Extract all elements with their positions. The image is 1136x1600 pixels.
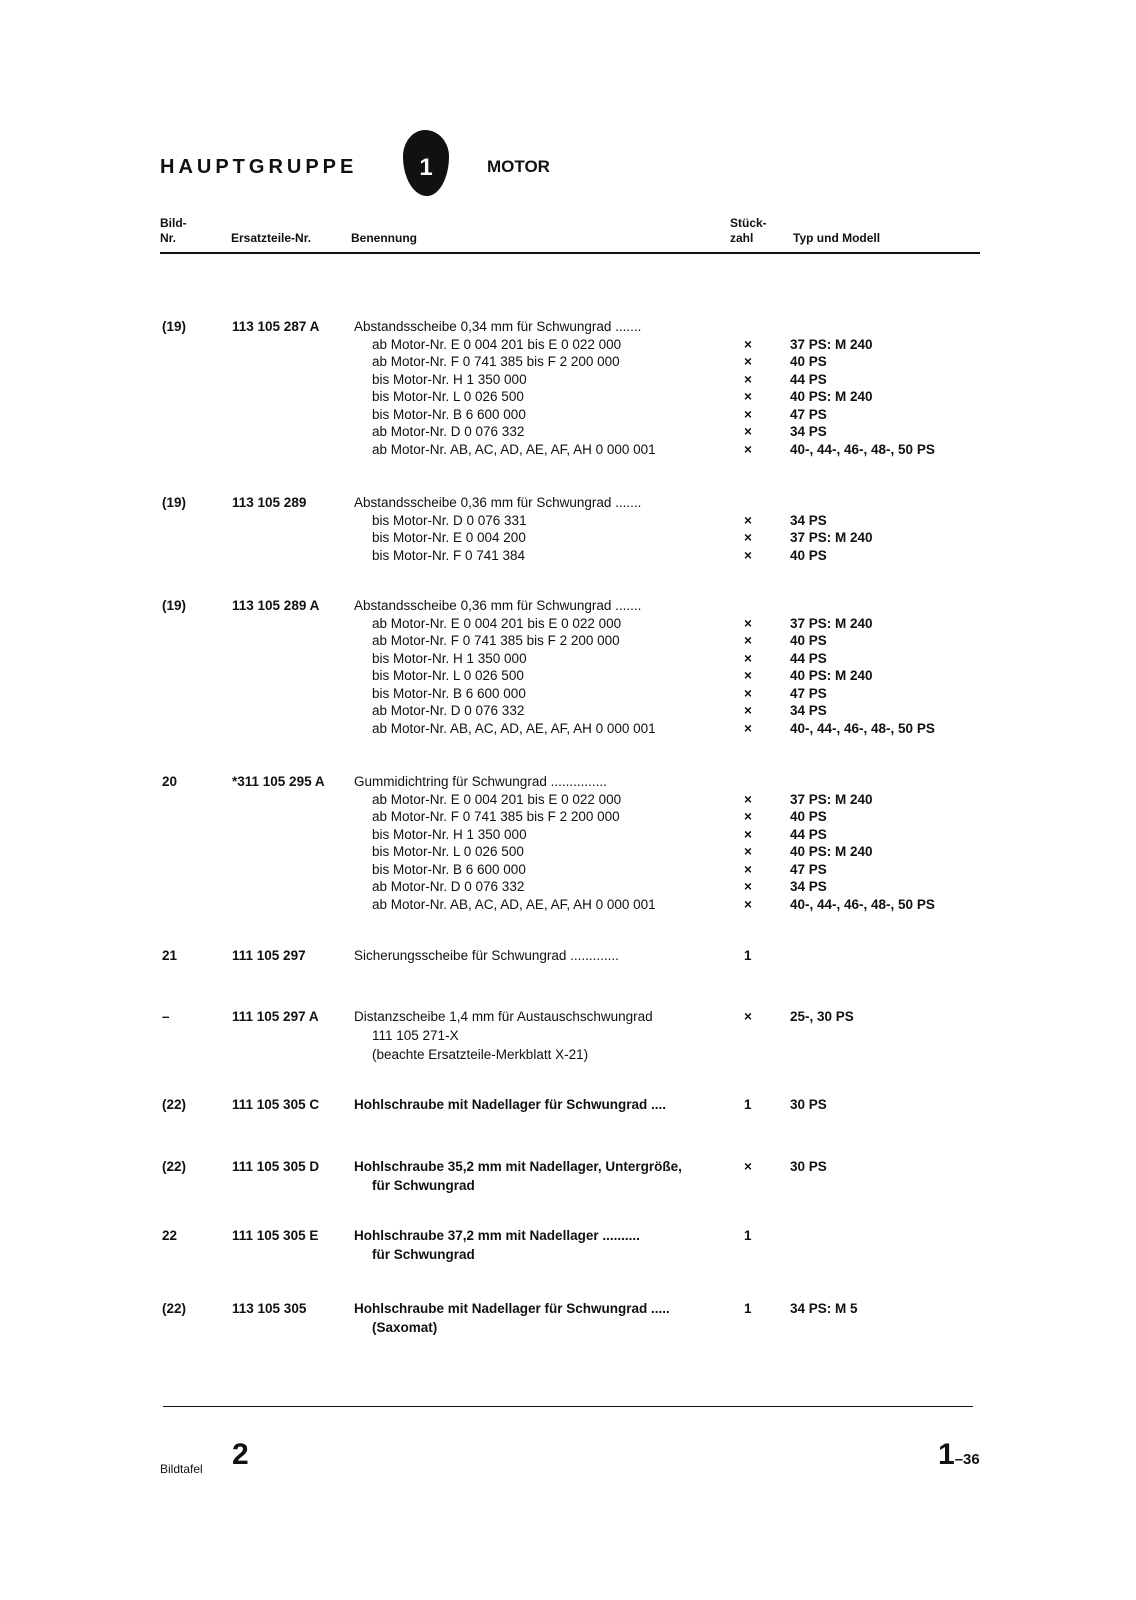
part-description-line: bis Motor-Nr. B 6 600 000 [372,685,526,701]
part-description: Sicherungsscheibe für Schwungrad ............. [354,948,619,963]
part-number: 111 105 305 E [232,1228,319,1243]
model-type: 34 PS [790,424,827,439]
part-description: Distanzscheibe 1,4 mm für Austauschschwungrad [354,1009,653,1024]
part-description-line: ab Motor-Nr. AB, AC, AD, AE, AF, AH 0 000 001 [372,720,656,736]
model-type: 40 PS: M 240 [790,668,873,683]
column-bild-line1: Bild- [160,216,187,230]
model-type: 44 PS [790,826,827,842]
quantity: × [744,1159,752,1174]
quantity: × [744,826,752,842]
quantity: × [744,879,752,894]
part-description: Abstandsscheibe 0,34 mm für Schwungrad ....... [354,319,642,334]
model-type: 40 PS [790,354,827,369]
bild-number: 22 [162,1228,178,1243]
page-minor: –36 [954,1451,980,1468]
model-type: 40 PS [790,547,827,563]
part-description-line: für Schwungrad [372,1178,475,1193]
model-type: 47 PS [790,406,827,422]
model-type: 40-, 44-, 46-, 48-, 50 PS [790,720,935,736]
page-major: 1 [938,1438,955,1471]
part-description-line: bis Motor-Nr. H 1 350 000 [372,650,527,666]
quantity: × [744,650,752,666]
model-type: 44 PS [790,371,827,387]
quantity: × [744,896,752,912]
quantity: 1 [744,1097,752,1112]
page-number [938,1438,980,1472]
quantity: × [744,336,752,352]
part-number: 111 105 305 C [232,1097,320,1112]
quantity: × [744,844,752,859]
bild-number: (19) [162,319,187,334]
model-type: 40 PS: M 240 [790,389,873,404]
model-type: 47 PS [790,861,827,877]
part-description-line: ab Motor-Nr. D 0 076 332 [372,703,525,718]
group-name: MOTOR [487,157,550,176]
part-number: 111 105 305 D [232,1159,320,1174]
quantity: × [744,791,752,807]
quantity: × [744,424,752,439]
plate-number: 2 [232,1438,249,1471]
part-description-line: ab Motor-Nr. F 0 741 385 bis F 2 200 000 [372,354,620,369]
part-description: Hohlschraube 37,2 mm mit Nadellager .......... [354,1228,640,1243]
part-number: 113 105 287 A [232,319,320,334]
model-type: 34 PS [790,512,827,528]
part-description: Hohlschraube mit Nadellager für Schwungrad ..... [354,1301,670,1316]
part-description-line: bis Motor-Nr. L 0 026 500 [372,844,524,859]
part-description-line: (beachte Ersatzteile-Merkblatt X-21) [372,1047,589,1062]
part-description-line: ab Motor-Nr. D 0 076 332 [372,424,525,439]
part-description-line: ab Motor-Nr. D 0 076 332 [372,879,525,894]
bild-number: – [162,1009,170,1024]
part-description-line: ab Motor-Nr. F 0 741 385 bis F 2 200 000 [372,633,620,648]
part-description: Gummidichtring für Schwungrad ............... [354,774,607,789]
part-description-line: bis Motor-Nr. L 0 026 500 [372,389,524,404]
quantity: × [744,861,752,877]
part-description-line: (Saxomat) [372,1320,438,1335]
part-description-line: 111 105 271-X [372,1028,459,1043]
quantity: × [744,685,752,701]
model-type: 34 PS [790,703,827,718]
bild-number: 21 [162,948,178,963]
quantity: 1 [744,1301,752,1316]
part-description-line: bis Motor-Nr. B 6 600 000 [372,406,526,422]
model-type: 37 PS: M 240 [790,336,873,352]
bild-number: (22) [162,1159,187,1174]
part-number: 111 105 297 A [232,1009,319,1024]
quantity: × [744,720,752,736]
quantity: × [744,354,752,369]
quantity: × [744,406,752,422]
quantity: × [744,371,752,387]
part-description-line: ab Motor-Nr. E 0 004 201 bis E 0 022 000 [372,336,622,352]
model-type: 47 PS [790,685,827,701]
part-description-line: ab Motor-Nr. F 0 741 385 bis F 2 200 000 [372,809,620,824]
part-description-line: bis Motor-Nr. D 0 076 331 [372,512,527,528]
model-type: 30 PS [790,1097,827,1112]
part-description: Hohlschraube mit Nadellager für Schwungrad .... [354,1097,667,1112]
part-number: 113 105 289 A [232,598,320,613]
group-number-badge [403,130,449,196]
part-description: Hohlschraube 35,2 mm mit Nadellager, Untergröße, [354,1159,682,1174]
column-bild-line2: Nr. [160,231,177,245]
column-part-no: Ersatzteile-Nr. [231,231,312,245]
bild-number: (22) [162,1301,187,1316]
quantity: 1 [744,948,752,963]
column-bild-nr [160,216,187,246]
column-model: Typ und Modell [793,231,881,245]
column-qty-line1: Stück- [730,216,767,230]
part-description-line: bis Motor-Nr. L 0 026 500 [372,668,524,683]
model-type: 40-, 44-, 46-, 48-, 50 PS [790,441,935,457]
quantity: × [744,668,752,683]
part-description-line: ab Motor-Nr. E 0 004 201 bis E 0 022 000 [372,615,622,631]
header-rule [160,252,980,254]
part-number: 113 105 289 [232,495,307,510]
quantity: × [744,615,752,631]
quantity: × [744,547,752,563]
model-type: 37 PS: M 240 [790,615,873,631]
part-description-line: ab Motor-Nr. AB, AC, AD, AE, AF, AH 0 000 001 [372,441,656,457]
model-type: 37 PS: M 240 [790,791,873,807]
part-description-line: ab Motor-Nr. E 0 004 201 bis E 0 022 000 [372,791,622,807]
part-number: 113 105 305 [232,1301,307,1316]
part-description-line: für Schwungrad [372,1247,475,1262]
model-type: 40-, 44-, 46-, 48-, 50 PS [790,896,935,912]
footer-rule [163,1406,973,1407]
model-type: 25-, 30 PS [790,1009,854,1024]
part-number: *311 105 295 A [232,774,325,789]
bild-number: (19) [162,495,187,510]
model-type: 44 PS [790,650,827,666]
group-label: HAUPTGRUPPE [160,156,358,178]
model-type: 40 PS: M 240 [790,844,873,859]
quantity: × [744,1009,752,1024]
quantity: × [744,809,752,824]
plate-label: Bildtafel [160,1462,203,1476]
quantity: × [744,441,752,457]
quantity: × [744,389,752,404]
quantity: × [744,512,752,528]
group-number: 1 [419,154,433,181]
bild-number: 20 [162,774,178,789]
column-name: Benennung [351,231,417,245]
model-type: 34 PS [790,879,827,894]
part-description-line: bis Motor-Nr. F 0 741 384 [372,547,526,563]
model-type: 30 PS [790,1159,827,1174]
model-type: 34 PS: M 5 [790,1301,858,1316]
quantity: × [744,703,752,718]
part-description-line: bis Motor-Nr. H 1 350 000 [372,826,527,842]
quantity: × [744,633,752,648]
quantity: 1 [744,1228,752,1243]
column-qty-line2: zahl [730,231,754,245]
model-type: 40 PS [790,633,827,648]
part-description-line: bis Motor-Nr. B 6 600 000 [372,861,526,877]
model-type: 40 PS [790,809,827,824]
bild-number: (22) [162,1097,187,1112]
part-description-line: ab Motor-Nr. AB, AC, AD, AE, AF, AH 0 000 001 [372,896,656,912]
part-number: 111 105 297 [232,948,306,963]
column-qty [730,216,767,246]
part-description: Abstandsscheibe 0,36 mm für Schwungrad ....... [354,598,642,613]
quantity: × [744,530,752,545]
model-type: 37 PS: M 240 [790,530,873,545]
bild-number: (19) [162,598,187,613]
part-description-line: bis Motor-Nr. E 0 004 200 [372,530,526,545]
part-description-line: bis Motor-Nr. H 1 350 000 [372,371,527,387]
part-description: Abstandsscheibe 0,36 mm für Schwungrad ....... [354,495,642,510]
